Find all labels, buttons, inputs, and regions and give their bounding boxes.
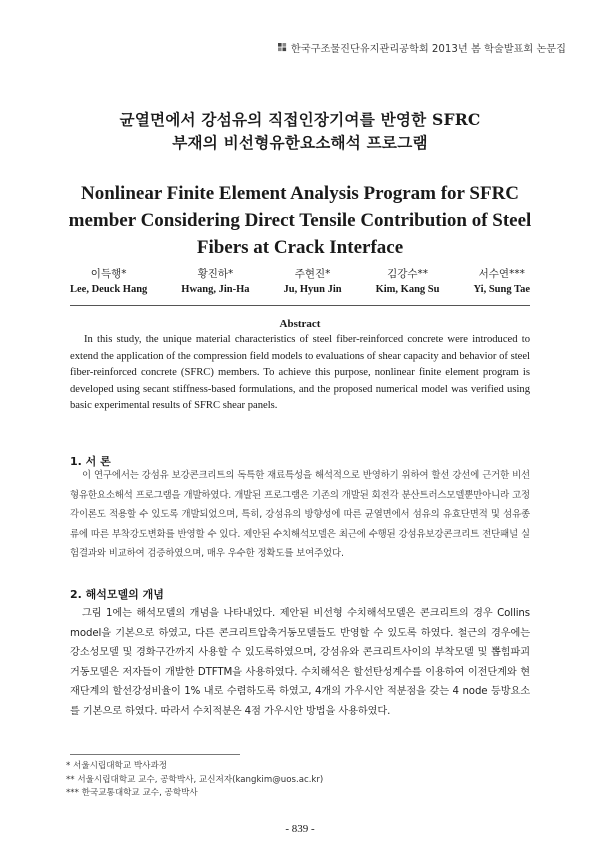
- korean-title-line-1: 균열면에서 강섬유의 직접인장기여를 반영한 SFRC: [119, 110, 481, 129]
- page-number: - 839 -: [285, 823, 315, 835]
- running-header: [278, 40, 566, 55]
- author-name-english: Hwang, Jin-Ha: [181, 284, 250, 295]
- korean-title: [40, 108, 560, 154]
- running-header-text: 한국구조물진단유지관리공학회 2013년 봄 학술발표회 논문집: [290, 44, 566, 55]
- author-name-english: Kim, Kang Su: [375, 284, 440, 295]
- author-name-korean: 김강수**: [387, 268, 429, 280]
- author-name-korean: 이득행*: [90, 268, 127, 280]
- footnote-2: ** 서울시립대학교 교수, 공학박사, 교신저자(kangkim@uos.ac.kr): [66, 774, 324, 785]
- section-2-heading: 2. 해석모델의 개념: [70, 588, 164, 601]
- english-title-line-2: member Considering Direct Tensile Contribution of Steel: [68, 210, 532, 231]
- author-entry: [284, 266, 342, 298]
- author-name-korean: 서수연***: [478, 268, 525, 280]
- author-entry: [70, 266, 147, 298]
- author-list: [70, 266, 530, 298]
- society-logo-icon: [278, 43, 287, 52]
- english-title-line-3: Fibers at Crack Interface: [196, 237, 404, 258]
- author-name-english: Yi, Sung Tae: [473, 284, 530, 295]
- author-name-korean: 주현진*: [294, 268, 331, 280]
- footnote-3: *** 한국교통대학교 교수, 공학박사: [66, 788, 198, 798]
- author-name-korean: 황진하*: [197, 268, 234, 280]
- english-title-line-1: Nonlinear Finite Element Analysis Program for SFRC: [80, 183, 520, 204]
- section-1-body: 이 연구에서는 강섬유 보강콘크리트의 독특한 재료특성을 해석적으로 반영하기 위하여 할선 강선에 근거한 비선형유한요소해석 프로그램을 개발하였다. 개발된 프로그램은 기존의 개발된 회전각 분산트러스모델뿐만아니라 고정각이론도 적용할 수 있도록 개발되었으며, 특히, 강섬유의 방향성에 따른 균열면에서 섬유의 유효단면적 및 섬유종류에 따른 부착강도변화를 반영할 수 있다. 제안된 수치해석모델은 최근에 수행된 강섬유보강콘크리트 전단패널 실험결과와 비교하여 검증하였으며, 매우 우수한 정확도를 보여주었다.: [70, 470, 530, 560]
- footnote-1: * 서울시립대학교 박사과정: [66, 761, 168, 771]
- abstract-heading: Abstract: [279, 318, 321, 330]
- author-entry: [376, 266, 440, 298]
- abstract-body: In this study, the unique material characteristics of steel fiber-reinforced concrete were introduced to extend the application of the compression field models to evaluations of shear capacity and behavior of steel fiber-reinforced concrete (SFRC) members. To achieve this purpose, nonlinear finite element program is developed using secant stiffness-based formulations, and the proposed numerical model was verified using basic experimental results of SFRC shear panels.: [70, 334, 530, 411]
- english-title: [40, 180, 560, 261]
- section-1-heading: 1. 서 론: [70, 455, 111, 468]
- korean-title-line-2: 부재의 비선형유한요소해석 프로그램: [172, 133, 428, 152]
- author-divider: [70, 305, 530, 306]
- footnote-divider: [70, 754, 240, 755]
- footnotes: [66, 760, 323, 801]
- author-entry: [181, 266, 249, 298]
- author-entry: [473, 266, 530, 298]
- section-2-body: 그림 1에는 해석모델의 개념을 나타내었다. 제안된 비선형 수치해석모델은 콘크리트의 경우 Collins model을 기본으로 하였고, 다른 콘크리트압축거동모델들도 반영할 수 있도록 하였다. 철근의 경우에는 강소성모델 및 경화구간까지 사용할 수 있도록하였으며, 강섬유와 콘크리트사이의 부착모델 및 뽑힘파괴거동모델은 저자들이 개발한 DTFTM을 사용하였다. 수치해석은 할선탄성계수를 이용하여 이전단계와 현재단계의 할선강성비율이 1% 내로 수렴하도록 하였고, 4개의 가우시안 적분점을 갖는 4 node 등방요소를 기본으로 하였다. 따라서 수치적분은 4점 가우시안 방법을 사용하였다.: [70, 608, 530, 717]
- author-name-english: Ju, Hyun Jin: [283, 284, 342, 295]
- author-name-english: Lee, Deuck Hang: [70, 284, 148, 295]
